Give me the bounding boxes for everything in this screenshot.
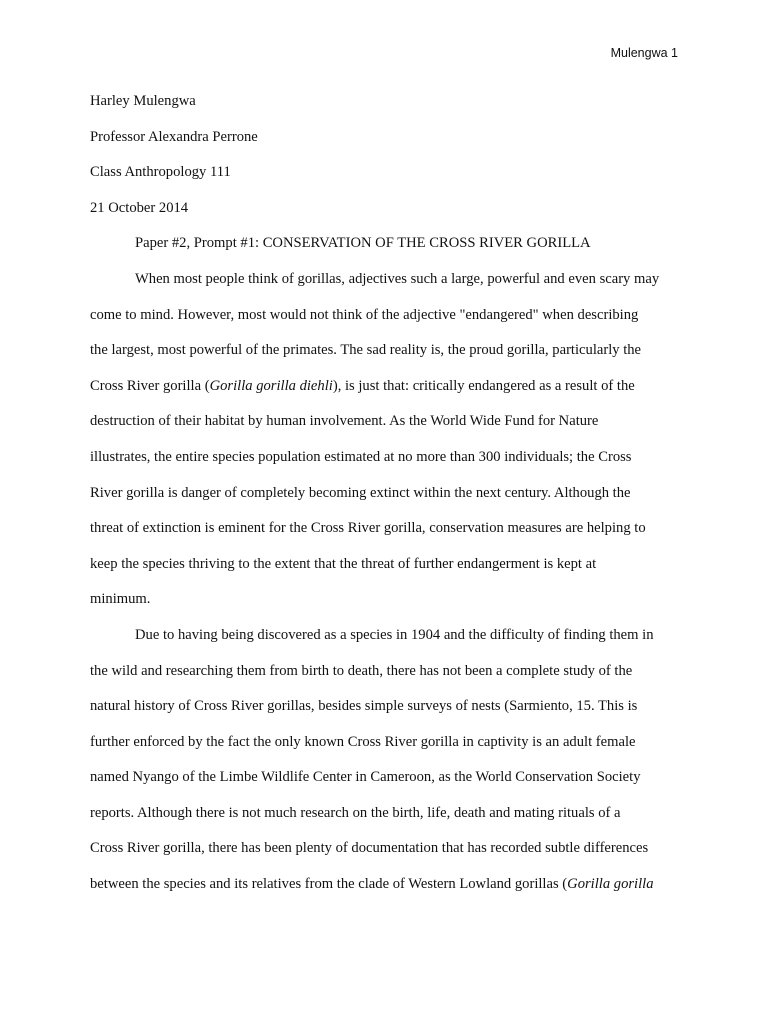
paragraph-line: minimum. <box>90 591 151 608</box>
paragraph-line: natural history of Cross River gorillas, besides simple surveys of nests (Sarmiento, 15. This is <box>90 698 638 715</box>
paper-title: Paper #2, Prompt #1: CONSERVATION OF THE CROSS RIVER GORILLA <box>135 235 591 252</box>
paragraph-line: the wild and researching them from birth to death, there has not been a complete study of the <box>90 662 633 679</box>
paragraph-line: come to mind. However, most would not think of the adjective "endangered" when describing <box>90 306 639 323</box>
heading-block <box>90 84 678 903</box>
date: 21 October 2014 <box>90 199 189 216</box>
author-name: Harley Mulengwa <box>90 93 196 109</box>
paragraph-line: Due to having being discovered as a species in 1904 and the difficulty of finding them in <box>135 626 654 643</box>
paragraph-line: keep the species thriving to the extent that the threat of further endangerment is kept at <box>90 555 597 572</box>
paragraph-line: the largest, most powerful of the primates. The sad reality is, the proud gorilla, particularly the <box>90 342 642 359</box>
paragraph-2 <box>90 618 678 903</box>
paragraph-line: further enforced by the fact the only known Cross River gorilla in captivity is an adult female <box>90 733 636 750</box>
paragraph-line: Cross River gorilla, there has been plenty of documentation that has recorded subtle differences <box>90 840 649 857</box>
text-run: between the species and its relatives from the clade of Western Lowland gorillas ( <box>90 876 568 893</box>
species-name-italic: Gorilla gorilla diehli <box>209 377 333 394</box>
paragraph-line <box>90 867 678 903</box>
text-run: ), is just that: critically endangered as a result of the <box>332 377 635 394</box>
professor-name: Professor Alexandra Perrone <box>90 128 258 145</box>
paragraph-line: reports. Although there is not much research on the birth, life, death and mating rituals of a <box>90 804 621 821</box>
paragraph-line <box>90 369 678 405</box>
paragraph-1 <box>90 262 678 618</box>
paragraph-line: named Nyango of the Limbe Wildlife Center in Cameroon, as the World Conservation Society <box>90 769 641 786</box>
paragraph-line: River gorilla is danger of completely becoming extinct within the next century. Although the <box>90 484 631 501</box>
paragraph-line: When most people think of gorillas, adjectives such a large, powerful and even scary may <box>135 270 660 287</box>
paragraph-line: illustrates, the entire species population estimated at no more than 300 individuals; the Cross <box>90 448 632 465</box>
species-name-italic: Gorilla gorilla <box>567 876 654 893</box>
class-name: Class Anthropology 111 <box>90 164 231 181</box>
running-head: Mulengwa 1 <box>610 46 678 60</box>
paragraph-line: threat of extinction is eminent for the Cross River gorilla, conservation measures are helping to <box>90 520 646 537</box>
paragraph-line: destruction of their habitat by human involvement. As the World Wide Fund for Nature <box>90 413 599 430</box>
text-run: Cross River gorilla ( <box>90 377 210 394</box>
